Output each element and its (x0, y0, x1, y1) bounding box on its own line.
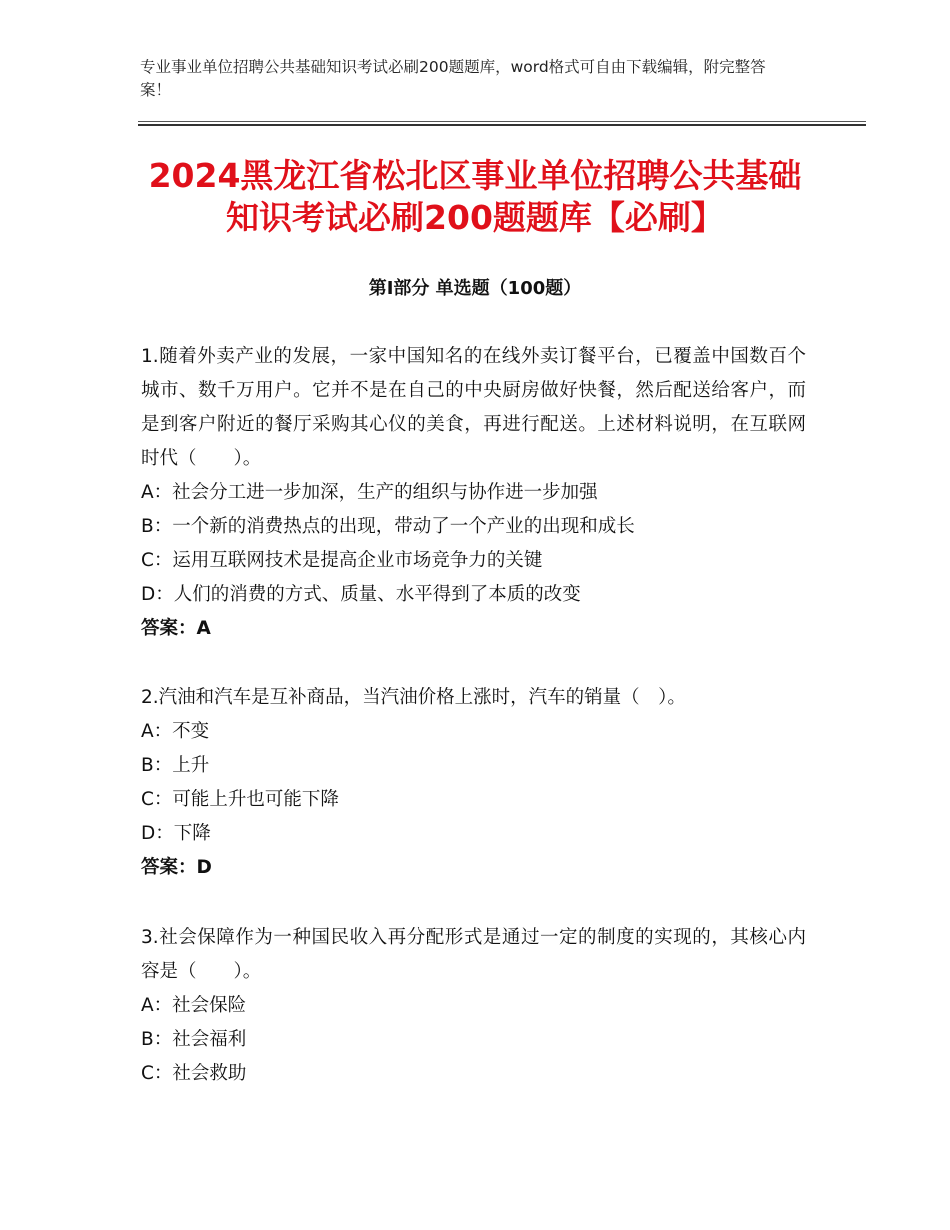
option-c: C：社会救助 (141, 1063, 247, 1084)
question-2 (141, 681, 806, 885)
question-3 (141, 921, 806, 1091)
option-c: C：可能上升也可能下降 (141, 789, 339, 810)
option-a: A：不变 (141, 721, 210, 742)
section-title: 第Ⅰ部分 单选题（100题） (368, 278, 582, 299)
title-line-2: 知识考试必刷200题题库【必刷】 (226, 198, 724, 237)
question-stem: 2.汽油和汽车是互补商品，当汽油价格上涨时，汽车的销量（ ）。 (141, 687, 686, 708)
answer: 答案：A (141, 618, 211, 639)
header-note: 专业事业单位招聘公共基础知识考试必刷200题题库，word格式可自由下载编辑，附完整答案！ (140, 58, 766, 99)
option-b: B：一个新的消费热点的出现，带动了一个产业的出现和成长 (141, 516, 635, 537)
question-stem: 1.随着外卖产业的发展，一家中国知名的在线外卖订餐平台，已覆盖中国数百个城市、数千万用户。它并不是在自己的中央厨房做好快餐，然后配送给客户，而是到客户附近的餐厅采购其心仪的美食，再进行配送。上述材料说明，在互联网时代（ ）。 (141, 346, 806, 469)
document-title (0, 155, 950, 239)
option-a: A：社会保险 (141, 995, 247, 1016)
answer: 答案：D (141, 857, 212, 878)
option-d: D：人们的消费的方式、质量、水平得到了本质的改变 (141, 584, 581, 605)
option-b: B：社会福利 (141, 1029, 247, 1050)
option-a: A：社会分工进一步加深，生产的组织与协作进一步加强 (141, 482, 598, 503)
option-c: C：运用互联网技术是提高企业市场竞争力的关键 (141, 550, 543, 571)
option-b: B：上升 (141, 755, 210, 776)
option-d: D：下降 (141, 823, 211, 844)
question-stem: 3.社会保障作为一种国民收入再分配形式是通过一定的制度的实现的，其核心内容是（ ）。 (141, 927, 806, 982)
title-line-1: 2024黑龙江省松北区事业单位招聘公共基础 (148, 156, 802, 195)
header-divider (138, 121, 866, 122)
header-divider-thick (138, 124, 866, 126)
question-1 (141, 340, 806, 646)
